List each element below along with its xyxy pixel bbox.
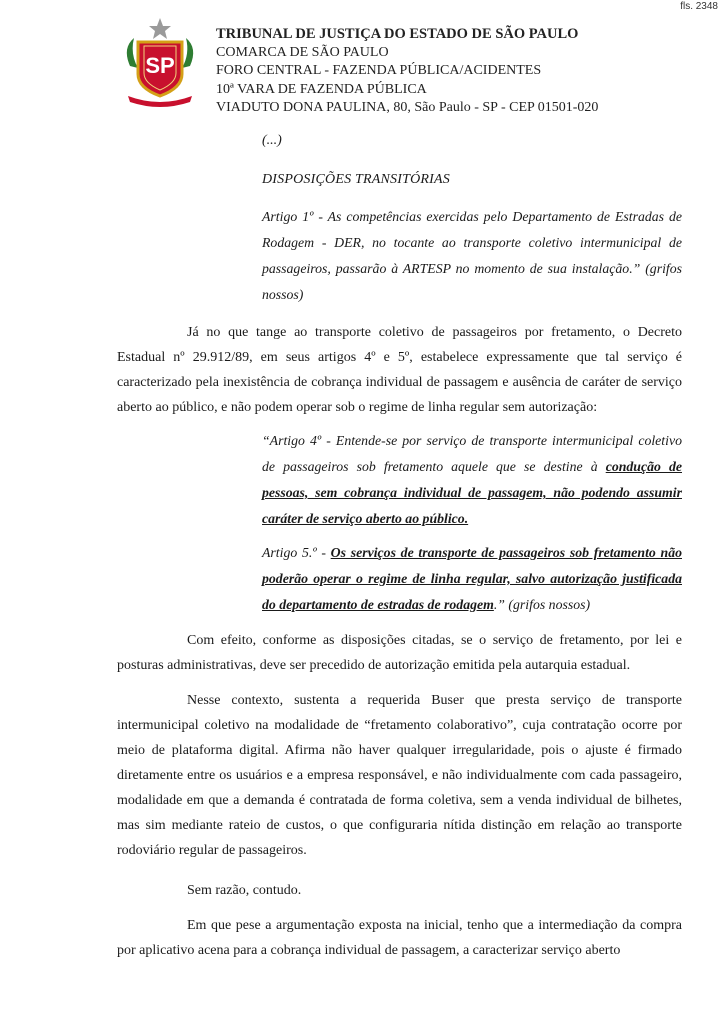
sao-paulo-coat-of-arms-icon [120, 16, 200, 108]
quote-text: “Artigo 4º - Entende-se por serviço de transporte intermunicipal coletivo de passageiros sob fretamento aquele que se destine à [262, 433, 682, 474]
quoted-article-1: Artigo 1º - As competências exercidas pelo Departamento de Estradas de Rodagem - DER, no tocante ao transporte coletivo intermunicipal de passageiros, passarão à ARTESP no momento de sua instalação.” (grifos nossos) [262, 209, 682, 302]
forum-name: FORO CENTRAL - FAZENDA PÚBLICA/ACIDENTES [216, 63, 542, 79]
quote-emphasis: condução de pessoas, sem cobrança individual de passagem, não podendo assumir caráter de serviço aberto ao público. [262, 459, 682, 526]
page-number: fls. 2348 [680, 1, 718, 12]
paragraph-short: Sem razão, contudo. [187, 883, 302, 898]
quoted-article-4 [262, 428, 682, 532]
quote-emphasis: Os serviços de transporte de passageiros sob fretamento não poderão operar o regime de linha regular, salvo autorização justificada do departamento de estradas de rodagem [262, 545, 682, 612]
quoted-article-5 [262, 540, 682, 618]
court-header [216, 25, 598, 118]
quote-text: Artigo 5.º - [262, 545, 331, 560]
court-division: 10ª VARA DE FAZENDA PÚBLICA [216, 81, 427, 97]
paragraph-effect: Com efeito, conforme as disposições citadas, se o serviço de fretamento, por lei e posturas administrativas, deve ser precedido de autorização emitida pela autarquia estadual. [117, 633, 682, 673]
court-name: TRIBUNAL DE JUSTIÇA DO ESTADO DE SÃO PAULO [216, 26, 579, 42]
seal-initials: SP [145, 53, 175, 78]
paragraph-context: Nesse contexto, sustenta a requerida Buser que presta serviço de transporte intermunicipal coletivo na modalidade de “fretamento colaborativo”, cuja contratação ocorre por meio de plataforma digital. Afirma não haver qualquer irregularidade, pois o ajuste é firmado diretamente entre os usuários e a empresa responsável, e não individualmente com cada passageiro, modalidade em que a demanda é contratada de forma coletiva, sem a venda individual de bilhetes, mas sim mediante rateio de custos, o que configuraria nítida distinção em relação ao transporte rodoviário regular de passageiros. [117, 693, 682, 858]
paragraph-conclusion: Em que pese a argumentação exposta na inicial, tenho que a intermediação da compra por aplicativo acena para a cobrança individual de passagem, a caracterizar serviço aberto [117, 918, 682, 958]
omission-marker: (...) [262, 133, 282, 148]
court-address: VIADUTO DONA PAULINA, 80, São Paulo - SP - CEP 01501-020 [216, 100, 599, 116]
paragraph-decree: Já no que tange ao transporte coletivo de passageiros por fretamento, o Decreto Estadual nº 29.912/89, em seus artigos 4º e 5º, estabelece expressamente que tal serviço é caracterizado pela inexistência de cobrança individual de passagem e ausência de caráter de serviço aberto ao público, e não podem operar sob o regime de linha regular sem autorização: [117, 325, 682, 415]
quote-text: .” (grifos nossos) [493, 597, 591, 612]
district-name: COMARCA DE SÃO PAULO [216, 44, 389, 60]
section-title: DISPOSIÇÕES TRANSITÓRIAS [262, 172, 450, 187]
